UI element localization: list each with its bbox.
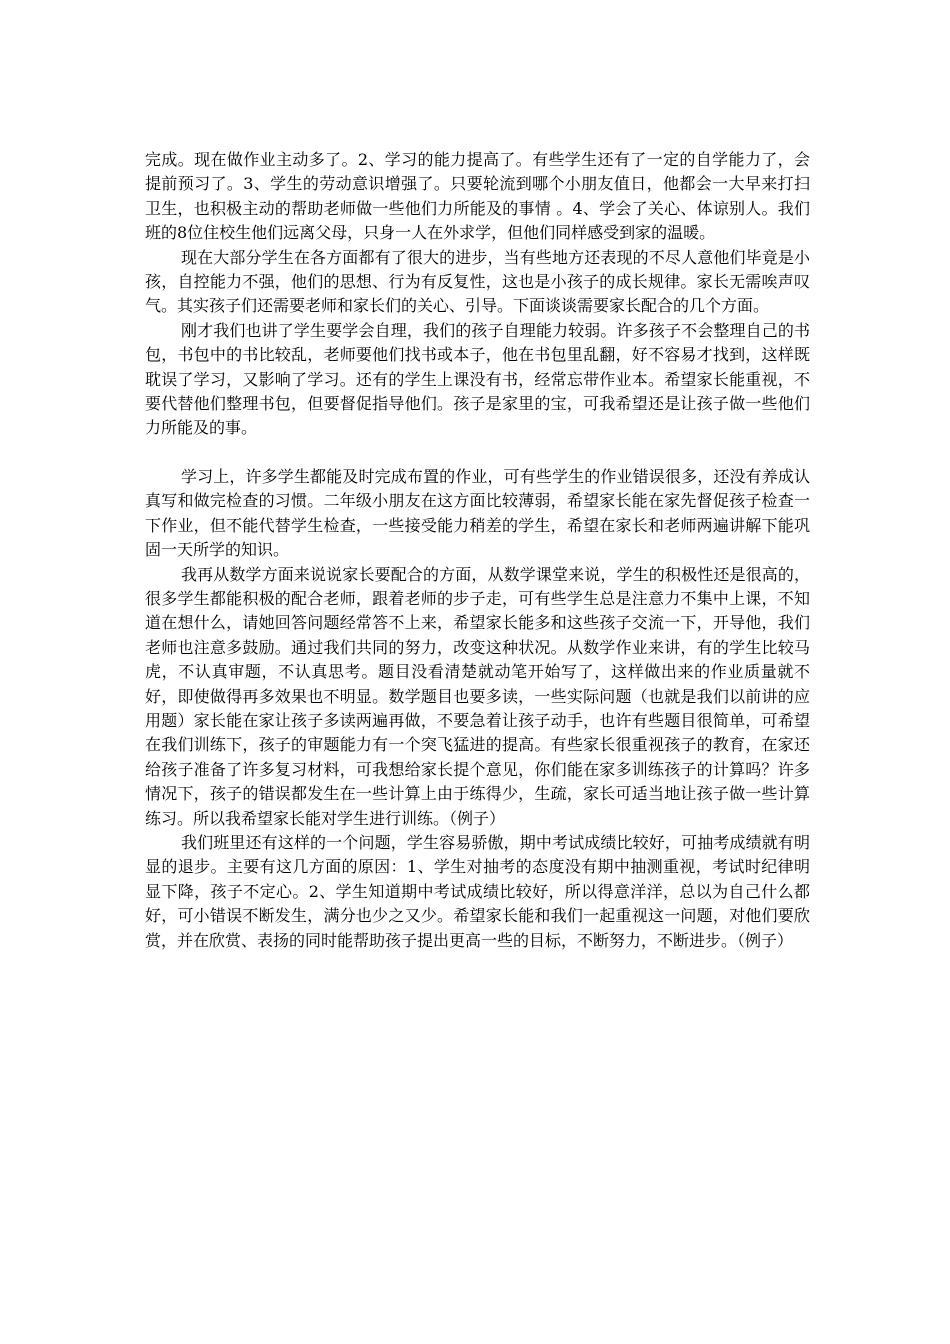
paragraph-self-care: 刚才我们也讲了学生要学会自理，我们的孩子自理能力较弱。许多孩子不会整理自己的书包，书包中的书比较乱，老师要他们找书或本子，他在书包里乱翻，好不容易才找到，这样既耽误了学习，又影响了学习。还有的学生上课没有书，经常忘带作业本。希望家长能重视，不要代替他们整理书包，但要督促指导他们。孩子是家里的宝，可我希望还是让孩子做一些他们力所能及的事。 (145, 320, 810, 438)
paragraph-math: 我再从数学方面来说说家长要配合的方面，从数学课堂来说，学生的积极性还是很高的，很多学生都能积极的配合老师，跟着老师的步子走，可有些学生总是注意力不集中上课，不知道在想什么，请她回答问题经常答不上来，希望家长能多和这些孩子交流一下，开导他，我们老师也注意多鼓励。通过我们共同的努力，改变这种状况。从数学作业来讲，有的学生比较马虎，不认真审题，不认真思考。题目没看清楚就动笔开始写了，这样做出来的作业质量就不好，即使做得再多效果也不明显。数学题目也要多读，一些实际问题（也就是我们以前讲的应用题）家长能在家让孩子多读两遍再做，不要急着让孩子动手，也许有些题目很简单，可希望在我们训练下，孩子的审题能力有一个突飞猛进的提高。有些家长很重视孩子的教育，在家还给孩子准备了许多复习材料，可我想给家长提个意见，你们能在家多训练孩子的计算吗？许多情况下，孩子的错误都发生在一些计算上由于练得少，生疏，家长可适当地让孩子做一些计算练习。所以我希望家长能对学生进行训练。（例子） (145, 564, 810, 828)
paragraph-exam: 我们班里还有这样的一个问题，学生容易骄傲，期中考试成绩比较好，可抽考成绩就有明显的退步。主要有这几方面的原因：1、学生对抽考的态度没有期中抽测重视，考试时纪律明显下降，孩子不定心。2、学生知道期中考试成绩比较好，所以得意洋洋，总以为自己什么都好，可小错误不断发生，满分也少之又少。希望家长能和我们一起重视这一问题，对他们要欣赏，并在欣赏、表扬的同时能帮助孩子提出更高一些的目标，不断努力，不断进步。（例子） (145, 832, 810, 950)
paragraph-progress: 现在大部分学生在各方面都有了很大的进步，当有些地方还表现的不尽人意他们毕竟是小孩，自控能力不强，他们的思想、行为有反复性，这也是小孩子的成长规律。家长无需唉声叹气。其实孩子们还需要老师和家长们的关心、引导。下面谈谈需要家长配合的几个方面。 (145, 247, 810, 316)
body-text (145, 148, 810, 953)
paragraph-continuation: 完成。现在做作业主动多了。2、学习的能力提高了。有些学生还有了一定的自学能力了，会提前预习了。3、学生的劳动意识增强了。只要轮流到哪个小朋友值日，他都会一大早来打扫卫生，也积极主动的帮助老师做一些他们力所能及的事情 。4、学会了关心、体谅别人。我们班的8位住校生他们远离父母，只身一人在外求学，但他们同样感受到家的温暖。 (145, 150, 810, 243)
paragraph-homework: 学习上，许多学生都能及时完成布置的作业，可有些学生的作业错误很多，还没有养成认真写和做完检查的习惯。二年级小朋友在这方面比较薄弱，希望家长能在家先督促孩子检查一下作业，但不能代替学生检查，一些接受能力稍差的学生，希望在家长和老师两遍讲解下能巩固一天所学的知识。 (145, 466, 810, 560)
